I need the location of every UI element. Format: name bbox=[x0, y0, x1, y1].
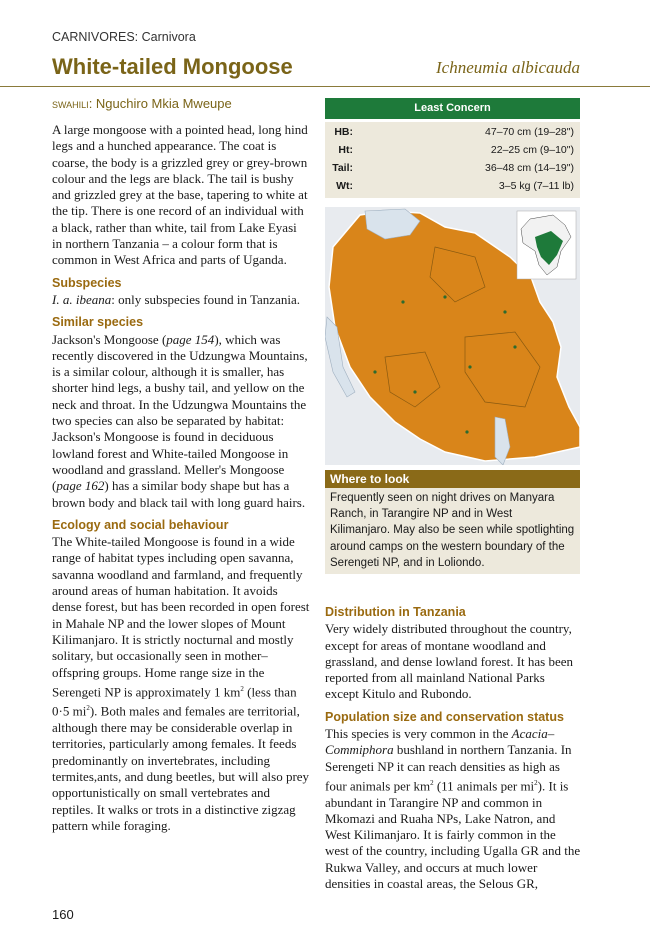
ecology-part1: The White-tailed Mongoose is found in a wide range of habitat types including open savanna, savanna woodland and farmland, and frequently around areas of human habitation. It avoids dense forest, but has been recorded in open forest in Mahale NP and the lower slopes of Mount Kilimanjaro. It is strictly nocturnal and mostly solitary, but occasionally seen in mother–offspring groups. Home range size in the Serengeti NP is approximately 1 km bbox=[52, 534, 310, 700]
similar-ref1: page 154 bbox=[166, 331, 215, 347]
population-text bbox=[325, 726, 581, 892]
measure-label: HB: bbox=[334, 126, 353, 138]
tanzania-range-map bbox=[325, 207, 580, 465]
similar-ref2: page 162 bbox=[56, 478, 105, 494]
swahili-name-text: : Nguchiro Mkia Mweupe bbox=[88, 96, 232, 111]
population-part3: (11 animals per mi bbox=[433, 778, 535, 794]
page-number: 160 bbox=[52, 907, 74, 922]
measure-label: Tail: bbox=[332, 162, 353, 174]
intro-paragraph: A large mongoose with a pointed head, long hind legs and a hunched appearance. The coat is coarse, the body is a grizzled grey or grey-brown colour and the legs are black. The tail is bushy and grizzled grey at the base, tapering to white at the tip. There is one record of an individual with a black, rather than white, tail from Lake Eyasi in northern Tanzania – a colour form that is common in West Africa and parts of Uganda. bbox=[52, 122, 308, 268]
subspecies-desc: : only subspecies found in Tanzania. bbox=[111, 291, 300, 307]
population-part1: This species is very common in the bbox=[325, 726, 512, 742]
where-to-look-text: Frequently seen on night drives on Manyara Ranch, in Tarangire NP and in West Kilimanjaro. May also be seen while spotlighting around camps on the western boundary of the Serengeti NP, and in Loliondo. bbox=[325, 488, 580, 574]
population-part4: ). It is abundant in Tarangire NP and common in Mkomazi and Ruaha NPs, Lake Natron, and West Kilimanjaro. It is fairly common in the west of the country, including Ugalla GR and the Rukwa Valley, and occurs at much lower densities in coastal areas, the Selous GR, bbox=[325, 778, 581, 892]
similar-text bbox=[52, 332, 310, 511]
population-sup1: 2 bbox=[430, 778, 434, 787]
scientific-name: Ichneumia albicauda bbox=[436, 58, 580, 77]
measure-label: Wt: bbox=[336, 180, 353, 192]
section-label: CARNIVORES: Carnivora bbox=[52, 30, 196, 44]
distribution-map bbox=[325, 207, 580, 465]
measure-value: 3–5 kg (7–11 lb) bbox=[498, 180, 574, 192]
conservation-status: Least Concern bbox=[325, 98, 580, 119]
measure-row-ht bbox=[325, 144, 580, 162]
ecology-part2: (less than 0·5 mi bbox=[52, 684, 297, 719]
page-title: White-tailed Mongoose bbox=[52, 54, 293, 79]
left-column bbox=[52, 122, 310, 834]
population-sup2: 2 bbox=[534, 778, 538, 787]
measure-label: Ht: bbox=[338, 144, 353, 156]
measure-value: 36–48 cm (14–19") bbox=[485, 162, 574, 174]
subspecies-name: I. a. ibeana bbox=[52, 291, 112, 307]
subspecies-text bbox=[52, 292, 310, 308]
similar-heading: Similar species bbox=[52, 315, 144, 330]
measure-row-tail bbox=[325, 162, 580, 180]
measure-value: 22–25 cm (9–10") bbox=[490, 144, 574, 156]
where-to-look-heading: Where to look bbox=[325, 470, 580, 488]
measure-row-wt bbox=[325, 180, 580, 198]
similar-part1: Jackson's Mongoose ( bbox=[52, 331, 167, 347]
distribution-heading: Distribution in Tanzania bbox=[325, 605, 466, 619]
distribution-text: Very widely distributed throughout the country, except for areas of montane woodland and grassland, and dense lowland forest. It has been reported from all mainland National Parks except Kitulo and Rubondo. bbox=[325, 621, 574, 702]
population-heading: Population size and conservation status bbox=[325, 709, 564, 724]
ecology-sup2: 2 bbox=[86, 704, 90, 713]
swahili-label: SWAHILI bbox=[52, 100, 89, 110]
similar-part3: ) has a similar body shape but has a brown body and black tail with long guard hairs. bbox=[52, 478, 306, 510]
population-part2: bushland in northern Tanzania. In Serengeti NP it can reach densities as high as four animals per km bbox=[325, 742, 572, 794]
title-divider bbox=[0, 86, 650, 87]
ecology-part3: ). Both males and females are territorial, although there may be considerable overlap in territories, particularly among females. It feeds predominantly on invertebrates, including termites,ants, and dung beetles, but will also prey opportunistically on small vertebrates and reptiles. It walks or trots in a distinctive zigzag pattern while foraging. bbox=[52, 703, 310, 833]
population-italic: Acacia–Commiphora bbox=[325, 726, 555, 758]
right-column bbox=[325, 598, 581, 892]
ecology-text bbox=[52, 534, 310, 834]
swahili-name bbox=[52, 96, 232, 111]
measurements-table bbox=[325, 122, 580, 198]
subspecies-heading: Subspecies bbox=[52, 275, 122, 290]
ecology-heading: Ecology and social behaviour bbox=[52, 517, 229, 532]
measure-row-hb bbox=[325, 126, 580, 144]
similar-part2: ), which was recently discovered in the Udzungwa Mountains, is a similar colour, although it is smaller, has shorter hind legs, a bushy tail, and yellow on the neck and throat. In the Udzungwa Mountains the two species can also be separated by habitat: Jackson's Mongoose is found in deciduous lowland forest and White-tailed Mongoose in woodland and grassland. Meller's Mongoose ( bbox=[52, 331, 308, 494]
ecology-sup1: 2 bbox=[240, 684, 244, 693]
measure-value: 47–70 cm (19–28") bbox=[485, 126, 574, 138]
